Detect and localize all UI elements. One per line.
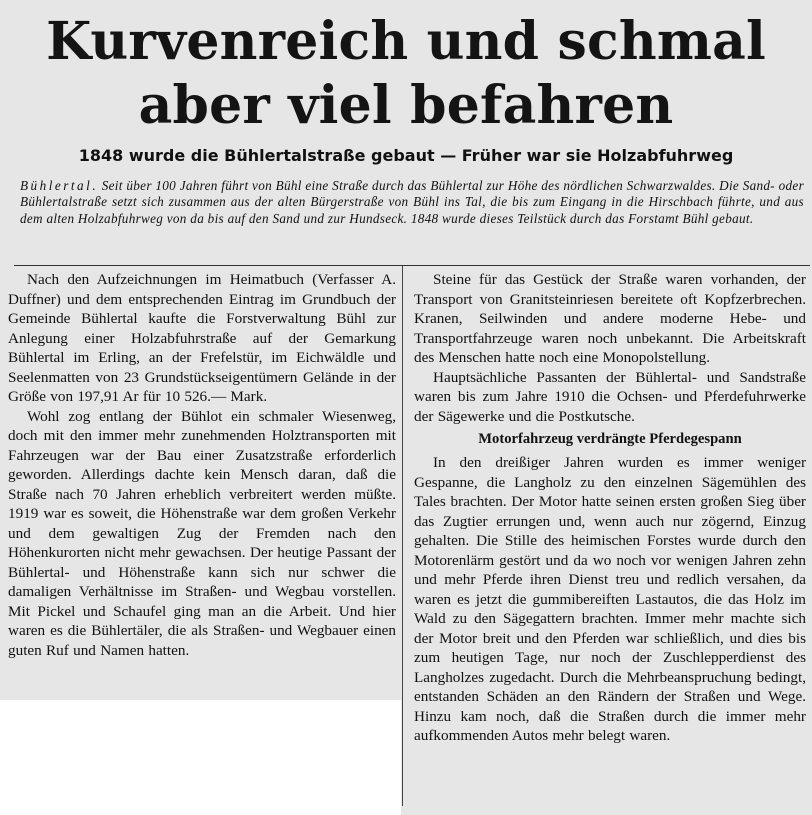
headline-line-1: Kurvenreich und schmal — [46, 11, 766, 72]
left-column — [8, 270, 396, 660]
lead-dateline: Bühlertal. — [20, 178, 99, 193]
blank-area — [0, 700, 401, 815]
section-divider — [14, 265, 810, 266]
headline-line-2: aber viel befahren — [138, 75, 674, 136]
column-divider — [402, 266, 403, 806]
subheadline: 1848 wurde die Bühlertalstraße gebaut — Früher war sie Holzabfuhrweg — [78, 146, 734, 165]
body-paragraph: In den dreißiger Jahren wurden es immer weniger Gespanne, die Langholz zu den einzelnen Sägemühlen des Tales brachten. Der Motor hatte seinen ersten großen Sieg über das Zugtier errungen und, wenn auch nur zögernd, Einzug gehalten. Die Stille des heimischen Forstes wurde durch den Motorenlärm gestört und da wo noch vor wenigen Jahren zehn und mehr Pferde ihren Dienst treu und redlich versahen, da waren es jetzt die gummibereiften Lastautos, die das Holz im Wald zu den Sägegattern brachten. Immer mehr machte sich der Motor breit und den Pferden war schließlich, und dies bis zum heutigen Tage, nur noch der Zuschlepperdienst des Langholzes zugedacht. Durch die Mehrbeanspruchung bedingt, entstanden Schäden an den Rändern der Straßen und Wege. Hinzu kam noch, daß die Straßen durch die immer mehr aufkommenden Autos mehr belegt waren. — [414, 454, 806, 744]
lead-text: Seit über 100 Jahren führt von Bühl eine Straße durch das Bühlertal zur Höhe des nördlichen Schwarzwaldes. Die Sand- oder Bühlertalstraße setzt sich zusammen aus der alten Bürgerstraße von Bühl ins Tal, die bis zum Eingang in die Hirschbach führte, und aus dem alten Holzabfuhrweg von da bis auf den Sand und zur Hundseck. 1848 wurde dieses Teilstück durch das Forstamt Bühl gebaut. — [20, 178, 804, 226]
body-paragraph: Wohl zog entlang der Bühlot ein schmaler Wiesenweg, doch mit den immer mehr zunehmenden Holztransporten mit Fahrzeugen war der Bau einer Zusatzstraße erforderlich geworden. Allerdings dachte kein Mensch daran, daß die Straße nach 70 Jahren erheblich verbreitert werden müßte. 1919 war es soweit, die Höhenstraße war dem großen Verkehr und dem gewaltigen Zug der Fremden nach den Höhenkurorten nicht mehr gewachsen. Der heutige Passant der Bühlertal- und Höhenstraße kann sich nur schwer die damaligen Verhältnisse im Straßen- und Wegbau vorstellen. Mit Pickel und Schaufel ging man an die Arbeit. Und hier waren es die Bühlertäler, die als Straßen- und Wegbauer einen guten Ruf und Namen hatten. — [8, 407, 396, 659]
body-paragraph: Hauptsächliche Passanten der Bühlertal- und Sandstraße waren bis zum Jahre 1910 die Ochsen- und Pferdefuhrwerke der Sägewerke und die Postkutsche. — [414, 368, 806, 425]
right-column — [414, 270, 806, 746]
body-paragraph: Nach den Aufzeichnungen im Heimatbuch (Verfasser A. Duffner) und dem entsprechenden Eintrag im Grundbuch der Gemeinde Bühlertal kaufte die Forstverwaltung Bühl zur Anlegung einer Holzabfuhrstraße auf der Gemarkung Bühlertal im Erling, an der Frefelstür, im Eichwäldle und Seelenmatten von 23 Grundstückseigentümern Gelände in der Größe von 197,91 Ar für 10 526.— Mark. — [8, 271, 396, 405]
section-subheading: Motorfahrzeug verdrängte Pferdegespann — [478, 431, 742, 447]
body-paragraph: Steine für das Gestück der Straße waren vorhanden, der Transport von Granitsteinriesen bereitete oft Kopfzerbrechen. Kranen, Seilwinden und andere moderne Hebe- und Transportfahrzeuge waren noch unbekannt. Die Arbeitskraft des Menschen hatte noch eine Monopolstellung. — [414, 271, 806, 366]
lead-paragraph — [20, 178, 804, 227]
